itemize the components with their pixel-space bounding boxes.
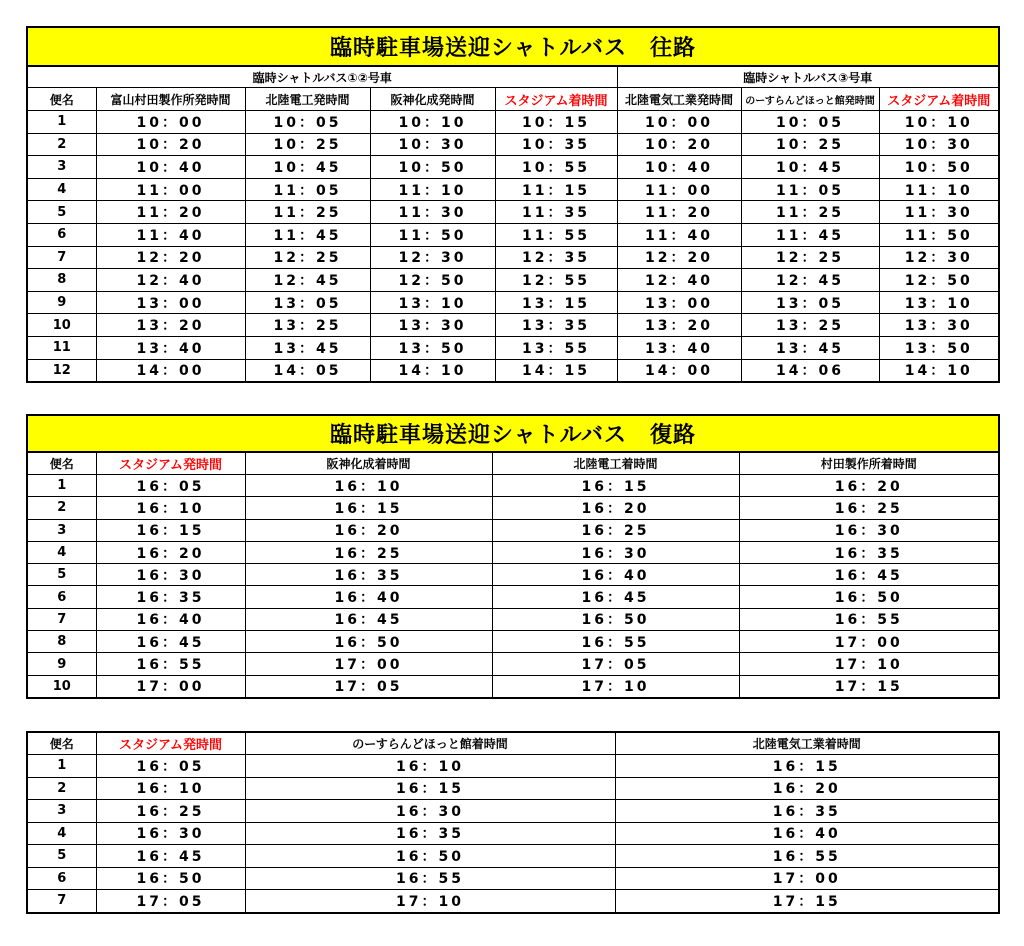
trip-number-cell: 2 (27, 777, 96, 800)
table-row (27, 675, 999, 698)
time-cell: 10：30 (370, 133, 495, 156)
time-cell: 16：25 (492, 519, 739, 541)
time-cell: 16：20 (615, 777, 999, 800)
trip-number-cell: 2 (27, 133, 96, 156)
time-cell: 12：50 (370, 269, 495, 292)
table-row (27, 822, 999, 845)
column-header: 便名 (27, 452, 96, 475)
outbound-group-1: 臨時シャトルバス①②号車 (27, 66, 617, 88)
outbound-title: 臨時駐車場送迎シャトルバス 往路 (27, 27, 999, 66)
time-cell: 16：10 (245, 475, 492, 497)
return-title: 臨時駐車場送迎シャトルバス 復路 (27, 415, 999, 452)
return2-header-row (27, 732, 999, 755)
time-cell: 13：15 (495, 291, 617, 314)
time-cell: 16：50 (492, 608, 739, 630)
time-cell: 16：35 (245, 564, 492, 586)
time-cell: 17：05 (96, 890, 245, 913)
column-header: 北陸電気工業着時間 (615, 732, 999, 755)
time-cell: 11：20 (617, 201, 741, 224)
time-cell: 13：00 (617, 291, 741, 314)
table-row (27, 133, 999, 156)
table-row (27, 845, 999, 868)
table-row (27, 755, 999, 778)
time-cell: 16：45 (492, 586, 739, 608)
trip-number-cell: 7 (27, 246, 96, 269)
time-cell: 10：55 (495, 156, 617, 179)
table-row (27, 269, 999, 292)
time-cell: 16：15 (245, 777, 615, 800)
time-cell: 11：05 (245, 178, 370, 201)
time-cell: 17：10 (245, 890, 615, 913)
time-cell: 16：55 (96, 653, 245, 675)
time-cell: 10：10 (879, 111, 999, 134)
outbound-header-row (27, 88, 999, 111)
time-cell: 11：10 (879, 178, 999, 201)
outbound-title-row (27, 27, 999, 66)
outbound-body (27, 111, 999, 383)
time-cell: 12：25 (245, 246, 370, 269)
time-cell: 12：45 (245, 269, 370, 292)
time-cell: 16：40 (492, 564, 739, 586)
time-cell: 16：30 (96, 822, 245, 845)
trip-number-cell: 3 (27, 800, 96, 823)
time-cell: 11：00 (617, 178, 741, 201)
trip-number-cell: 7 (27, 890, 96, 913)
time-cell: 16：40 (96, 608, 245, 630)
trip-number-cell: 3 (27, 519, 96, 541)
trip-number-cell: 10 (27, 314, 96, 337)
time-cell: 16：35 (96, 586, 245, 608)
time-cell: 13：20 (96, 314, 245, 337)
table-row (27, 497, 999, 519)
time-cell: 16：40 (245, 586, 492, 608)
return-timetable-1 (26, 414, 1000, 699)
time-cell: 13：35 (495, 314, 617, 337)
table-row (27, 519, 999, 541)
table-row (27, 800, 999, 823)
time-cell: 16：15 (245, 497, 492, 519)
column-header: 北陸電気工業発時間 (617, 88, 741, 111)
time-cell: 12：40 (96, 269, 245, 292)
trip-number-cell: 4 (27, 822, 96, 845)
column-header: スタジアム着時間 (495, 88, 617, 111)
time-cell: 11：55 (495, 223, 617, 246)
column-header: 阪神化成着時間 (245, 452, 492, 475)
time-cell: 16：25 (739, 497, 999, 519)
column-header: 北陸電工発時間 (245, 88, 370, 111)
time-cell: 12：40 (617, 269, 741, 292)
time-cell: 17：00 (245, 653, 492, 675)
time-cell: 12：45 (741, 269, 879, 292)
time-cell: 13：45 (245, 336, 370, 359)
time-cell: 16：55 (615, 845, 999, 868)
time-cell: 17：00 (739, 631, 999, 653)
time-cell: 11：50 (879, 223, 999, 246)
time-cell: 16：50 (245, 631, 492, 653)
column-header: スタジアム発時間 (96, 732, 245, 755)
time-cell: 10：50 (370, 156, 495, 179)
time-cell: 14：10 (879, 359, 999, 382)
column-header: スタジアム着時間 (879, 88, 999, 111)
time-cell: 13：40 (617, 336, 741, 359)
table-row (27, 608, 999, 630)
table-row (27, 475, 999, 497)
table-row (27, 201, 999, 224)
time-cell: 16：20 (245, 519, 492, 541)
time-cell: 14：06 (741, 359, 879, 382)
table-row (27, 246, 999, 269)
trip-number-cell: 6 (27, 223, 96, 246)
time-cell: 11：45 (245, 223, 370, 246)
time-cell: 13：50 (879, 336, 999, 359)
table-row (27, 867, 999, 890)
time-cell: 17：05 (492, 653, 739, 675)
column-header: のーすらんどほっと館発時間 (741, 88, 879, 111)
trip-number-cell: 11 (27, 336, 96, 359)
table-row (27, 178, 999, 201)
trip-number-cell: 4 (27, 178, 96, 201)
time-cell: 13：40 (96, 336, 245, 359)
time-cell: 10：25 (245, 133, 370, 156)
time-cell: 12：25 (741, 246, 879, 269)
time-cell: 11：40 (96, 223, 245, 246)
time-cell: 16：20 (739, 475, 999, 497)
time-cell: 17：15 (615, 890, 999, 913)
time-cell: 16：35 (739, 541, 999, 563)
time-cell: 16：50 (245, 845, 615, 868)
time-cell: 10：30 (879, 133, 999, 156)
time-cell: 16：10 (96, 777, 245, 800)
time-cell: 10：25 (741, 133, 879, 156)
time-cell: 13：10 (370, 291, 495, 314)
time-cell: 16：20 (96, 541, 245, 563)
time-cell: 16：30 (245, 800, 615, 823)
time-cell: 11：35 (495, 201, 617, 224)
time-cell: 12：20 (96, 246, 245, 269)
trip-number-cell: 6 (27, 586, 96, 608)
trip-number-cell: 8 (27, 631, 96, 653)
time-cell: 11：30 (879, 201, 999, 224)
time-cell: 13：00 (96, 291, 245, 314)
time-cell: 10：45 (741, 156, 879, 179)
return2-body (27, 755, 999, 913)
time-cell: 10：20 (617, 133, 741, 156)
time-cell: 16：45 (96, 631, 245, 653)
time-cell: 16：05 (96, 755, 245, 778)
time-cell: 10：50 (879, 156, 999, 179)
time-cell: 16：15 (96, 519, 245, 541)
time-cell: 12：30 (879, 246, 999, 269)
time-cell: 17：10 (492, 675, 739, 698)
time-cell: 16：30 (492, 541, 739, 563)
trip-number-cell: 6 (27, 867, 96, 890)
time-cell: 16：10 (245, 755, 615, 778)
trip-number-cell: 3 (27, 156, 96, 179)
return1-header-row (27, 452, 999, 475)
time-cell: 13：10 (879, 291, 999, 314)
time-cell: 11：05 (741, 178, 879, 201)
time-cell: 10：05 (741, 111, 879, 134)
table-row (27, 586, 999, 608)
time-cell: 17：15 (739, 675, 999, 698)
time-cell: 16：50 (739, 586, 999, 608)
column-header: 北陸電工着時間 (492, 452, 739, 475)
trip-number-cell: 7 (27, 608, 96, 630)
time-cell: 13：25 (741, 314, 879, 337)
time-cell: 11：25 (741, 201, 879, 224)
time-cell: 16：55 (245, 867, 615, 890)
time-cell: 11：30 (370, 201, 495, 224)
return-title-row (27, 415, 999, 452)
table-row (27, 631, 999, 653)
trip-number-cell: 9 (27, 653, 96, 675)
outbound-group-2: 臨時シャトルバス③号車 (617, 66, 999, 88)
time-cell: 14：10 (370, 359, 495, 382)
time-cell: 11：00 (96, 178, 245, 201)
time-cell: 12：55 (495, 269, 617, 292)
table-row (27, 291, 999, 314)
column-header: 村田製作所着時間 (739, 452, 999, 475)
time-cell: 16：25 (245, 541, 492, 563)
time-cell: 14：00 (96, 359, 245, 382)
time-cell: 10：40 (617, 156, 741, 179)
time-cell: 11：20 (96, 201, 245, 224)
time-cell: 16：15 (615, 755, 999, 778)
table-row (27, 359, 999, 382)
time-cell: 13：05 (245, 291, 370, 314)
time-cell: 12：50 (879, 269, 999, 292)
time-cell: 11：50 (370, 223, 495, 246)
time-cell: 11：10 (370, 178, 495, 201)
trip-number-cell: 8 (27, 269, 96, 292)
time-cell: 17：00 (96, 675, 245, 698)
trip-number-cell: 1 (27, 755, 96, 778)
time-cell: 16：15 (492, 475, 739, 497)
time-cell: 17：05 (245, 675, 492, 698)
time-cell: 16：45 (96, 845, 245, 868)
trip-number-cell: 5 (27, 201, 96, 224)
time-cell: 12：30 (370, 246, 495, 269)
table-row (27, 156, 999, 179)
trip-number-cell: 4 (27, 541, 96, 563)
time-cell: 11：25 (245, 201, 370, 224)
table-row (27, 564, 999, 586)
time-cell: 10：35 (495, 133, 617, 156)
time-cell: 16：55 (492, 631, 739, 653)
time-cell: 14：15 (495, 359, 617, 382)
table-row (27, 336, 999, 359)
column-header: 便名 (27, 732, 96, 755)
time-cell: 16：35 (245, 822, 615, 845)
time-cell: 16：20 (492, 497, 739, 519)
time-cell: 17：00 (615, 867, 999, 890)
time-cell: 13：30 (370, 314, 495, 337)
table-row (27, 111, 999, 134)
table-row (27, 541, 999, 563)
time-cell: 16：30 (96, 564, 245, 586)
return1-body (27, 475, 999, 698)
time-cell: 16：45 (739, 564, 999, 586)
time-cell: 16：25 (96, 800, 245, 823)
trip-number-cell: 1 (27, 111, 96, 134)
table-row (27, 653, 999, 675)
time-cell: 13：05 (741, 291, 879, 314)
time-cell: 11：45 (741, 223, 879, 246)
time-cell: 16：55 (739, 608, 999, 630)
time-cell: 10：20 (96, 133, 245, 156)
time-cell: 16：05 (96, 475, 245, 497)
trip-number-cell: 2 (27, 497, 96, 519)
time-cell: 13：20 (617, 314, 741, 337)
time-cell: 16：35 (615, 800, 999, 823)
time-cell: 16：40 (615, 822, 999, 845)
time-cell: 10：40 (96, 156, 245, 179)
column-header: 便名 (27, 88, 96, 111)
time-cell: 16：10 (96, 497, 245, 519)
trip-number-cell: 12 (27, 359, 96, 382)
outbound-timetable (26, 26, 1000, 383)
time-cell: 13：25 (245, 314, 370, 337)
time-cell: 10：45 (245, 156, 370, 179)
time-cell: 17：10 (739, 653, 999, 675)
trip-number-cell: 10 (27, 675, 96, 698)
trip-number-cell: 1 (27, 475, 96, 497)
time-cell: 13：55 (495, 336, 617, 359)
time-cell: 10：15 (495, 111, 617, 134)
table-row (27, 890, 999, 913)
outbound-group-row (27, 66, 999, 88)
column-header: のーすらんどほっと館着時間 (245, 732, 615, 755)
time-cell: 10：10 (370, 111, 495, 134)
time-cell: 11：40 (617, 223, 741, 246)
time-cell: 11：15 (495, 178, 617, 201)
column-header: 富山村田製作所発時間 (96, 88, 245, 111)
time-cell: 13：50 (370, 336, 495, 359)
trip-number-cell: 9 (27, 291, 96, 314)
time-cell: 16：45 (245, 608, 492, 630)
time-cell: 10：00 (617, 111, 741, 134)
time-cell: 16：50 (96, 867, 245, 890)
time-cell: 16：30 (739, 519, 999, 541)
time-cell: 12：35 (495, 246, 617, 269)
table-row (27, 314, 999, 337)
time-cell: 10：05 (245, 111, 370, 134)
table-row (27, 777, 999, 800)
trip-number-cell: 5 (27, 845, 96, 868)
return-timetable-2 (26, 731, 1000, 914)
time-cell: 14：05 (245, 359, 370, 382)
table-row (27, 223, 999, 246)
time-cell: 13：30 (879, 314, 999, 337)
time-cell: 14：00 (617, 359, 741, 382)
time-cell: 12：20 (617, 246, 741, 269)
time-cell: 10：00 (96, 111, 245, 134)
column-header: 阪神化成発時間 (370, 88, 495, 111)
time-cell: 13：45 (741, 336, 879, 359)
column-header: スタジアム発時間 (96, 452, 245, 475)
trip-number-cell: 5 (27, 564, 96, 586)
